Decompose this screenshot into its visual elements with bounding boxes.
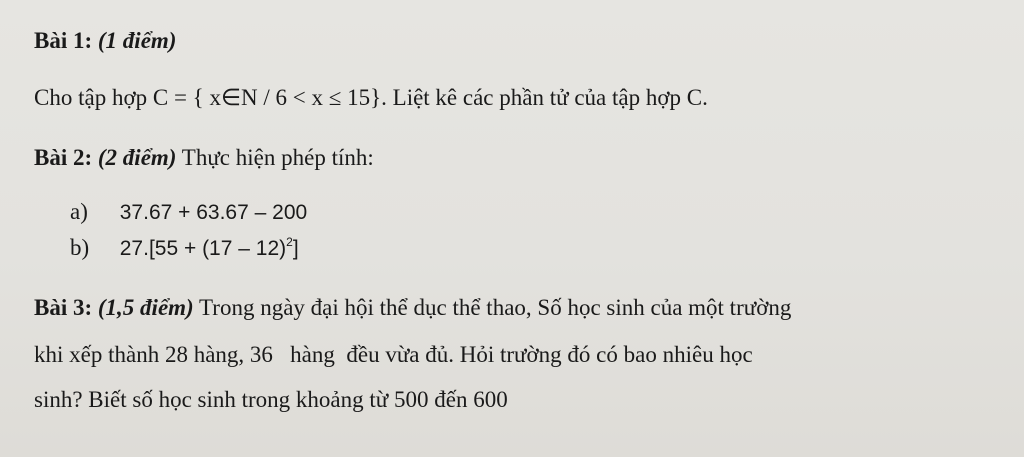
problem-3-points: (1,5 điểm) xyxy=(97,295,194,320)
problem-1-heading xyxy=(34,26,176,56)
problem-2-heading xyxy=(34,143,374,173)
problem-1-statement xyxy=(34,83,708,113)
problem-3-text-3: sinh? Biết số học sinh trong khoảng từ 500 đến 600 xyxy=(34,387,508,412)
item-b-label: b) xyxy=(70,235,90,260)
problem-3-line-1 xyxy=(34,293,791,323)
item-a-expression: 37.67 + 63.67 – 200 xyxy=(119,201,308,224)
problem-3-line-2 xyxy=(34,340,753,370)
item-a-label: a) xyxy=(70,199,88,224)
problem-1-title: Bài 1: xyxy=(34,28,93,53)
problem-1-points: (1 điểm) xyxy=(97,28,177,53)
problem-3-title: Bài 3: xyxy=(34,295,93,320)
item-b-expression-end: ] xyxy=(292,237,299,260)
set-c-notation: C = { x∈N / 6 < x ≤ 15} xyxy=(152,85,382,110)
problem-2-item-a xyxy=(32,197,307,228)
problem-2-item-b xyxy=(32,233,299,264)
problem-3-text-2: khi xếp thành 28 hàng, 36 hàng đều vừa đủ. Hỏi trường đó có bao nhiêu học xyxy=(34,342,753,367)
problem-2-points: (2 điểm) xyxy=(97,145,177,170)
problem-3-text-1: Trong ngày đại hội thể dục thể thao, Số học sinh của một trường xyxy=(199,295,792,320)
item-b-expression xyxy=(120,237,299,260)
item-b-expression-start: 27.[55 + (17 – 12) xyxy=(119,237,287,260)
problem-3-line-3 xyxy=(34,385,508,415)
problem-2-title: Bài 2: xyxy=(34,145,93,170)
item-b-exponent: 2 xyxy=(286,235,293,249)
problem-1-prefix: Cho tập hợp xyxy=(34,85,153,110)
problem-1-suffix: . Liệt kê các phần tử của tập hợp C. xyxy=(381,85,708,110)
problem-2-instruction: Thực hiện phép tính: xyxy=(181,145,374,170)
